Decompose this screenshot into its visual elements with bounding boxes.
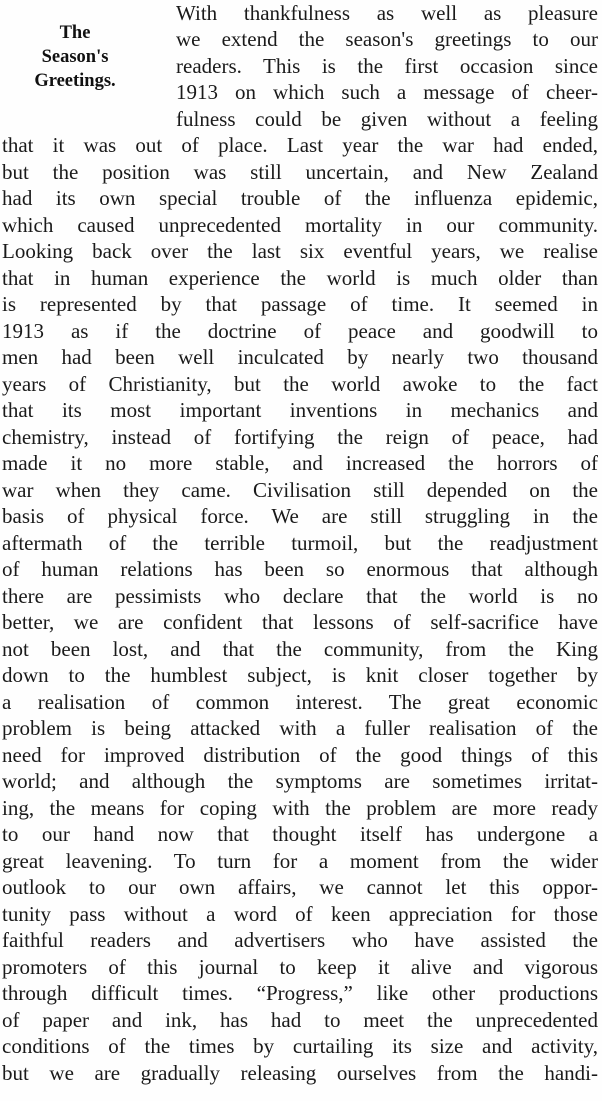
text-line: war when they came. Civilisation still depended on the bbox=[2, 478, 598, 502]
text-line: of paper and ink, has had to meet the unprecedented bbox=[2, 1008, 598, 1032]
text-line: conditions of the times by curtailing its size and activity, bbox=[2, 1034, 598, 1058]
text-line: a realisation of common interest. The great economic bbox=[2, 690, 598, 714]
section-heading bbox=[10, 21, 140, 93]
text-line: made it no more stable, and increased the horrors of bbox=[2, 451, 598, 475]
text-line: not been lost, and that the community, from the King bbox=[2, 637, 598, 661]
text-line: need for improved distribution of the good things of this bbox=[2, 743, 598, 767]
text-line: there are pessimists who declare that the world is no bbox=[2, 584, 598, 608]
text-line: aftermath of the terrible turmoil, but the readjustment bbox=[2, 531, 598, 555]
text-line: of human relations has been so enormous that although bbox=[2, 557, 598, 581]
text-line: but we are gradually releasing ourselves from the handi- bbox=[2, 1061, 598, 1085]
text-line: chemistry, instead of fortifying the reign of peace, had bbox=[2, 425, 598, 449]
text-line: 1913 as if the doctrine of peace and goodwill to bbox=[2, 319, 598, 343]
text-line: but the position was still uncertain, and New Zealand bbox=[2, 160, 598, 184]
text-line: fulness could be given without a feeling bbox=[176, 107, 598, 131]
text-line: Looking back over the last six eventful years, we realise bbox=[2, 239, 598, 263]
text-line: better, we are confident that lessons of self-sacrifice have bbox=[2, 610, 598, 634]
text-line: to our hand now that thought itself has undergone a bbox=[2, 822, 598, 846]
heading-line: Greetings. bbox=[34, 71, 116, 91]
text-line: that it was out of place. Last year the war had ended, bbox=[2, 133, 598, 157]
text-line: through difficult times. “Progress,” like other productions bbox=[2, 981, 598, 1005]
text-line: which caused unprecedented mortality in our community. bbox=[2, 213, 598, 237]
heading-line: Season's bbox=[41, 47, 109, 67]
text-line: that in human experience the world is much older than bbox=[2, 266, 598, 290]
text-line: great leavening. To turn for a moment from the wider bbox=[2, 849, 598, 873]
text-line: years of Christianity, but the world awoke to the fact bbox=[2, 372, 598, 396]
text-line: basis of physical force. We are still struggling in the bbox=[2, 504, 598, 528]
text-line: readers. This is the first occasion since bbox=[176, 54, 598, 78]
text-line: tunity pass without a word of keen appreciation for those bbox=[2, 902, 598, 926]
text-line: problem is being attacked with a fuller realisation of the bbox=[2, 716, 598, 740]
text-line: we extend the season's greetings to our bbox=[176, 27, 598, 51]
text-line: promoters of this journal to keep it alive and vigorous bbox=[2, 955, 598, 979]
text-line: world; and although the symptoms are sometimes irritat- bbox=[2, 769, 598, 793]
text-line: that its most important inventions in mechanics and bbox=[2, 398, 598, 422]
text-line: 1913 on which such a message of cheer- bbox=[176, 80, 598, 104]
text-line: is represented by that passage of time. It seemed in bbox=[2, 292, 598, 316]
text-line: faithful readers and advertisers who have assisted the bbox=[2, 928, 598, 952]
text-line: ing, the means for coping with the problem are more ready bbox=[2, 796, 598, 820]
text-line: down to the humblest subject, is knit closer together by bbox=[2, 663, 598, 687]
text-line: had its own special trouble of the influenza epidemic, bbox=[2, 186, 598, 210]
text-line: outlook to our own affairs, we cannot let this oppor- bbox=[2, 875, 598, 899]
text-line: men had been well inculcated by nearly two thousand bbox=[2, 345, 598, 369]
text-line: With thankfulness as well as pleasure bbox=[176, 1, 598, 25]
heading-line: The bbox=[59, 23, 91, 43]
